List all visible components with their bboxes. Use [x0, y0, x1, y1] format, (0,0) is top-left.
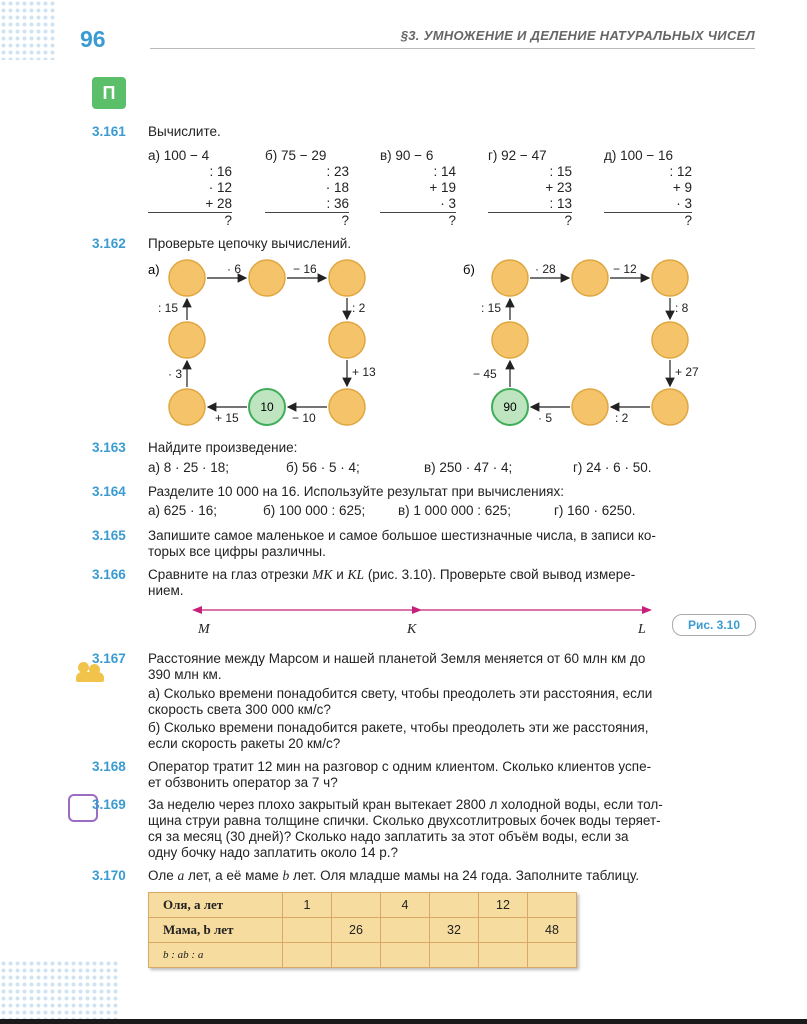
problem-text: а) Сколько времени понадобится свету, чтобы преодолеть эти расстояния, если: [148, 686, 653, 701]
bottom-edge: [0, 1019, 807, 1024]
problem-number: 3.164: [92, 484, 126, 499]
table-row: [149, 943, 577, 968]
problem-text: нием.: [148, 583, 184, 598]
row-header: Мама, b лет: [149, 918, 283, 943]
page-header: §3. УМНОЖЕНИЕ И ДЕЛЕНИЕ НАТУРАЛЬНЫХ ЧИСЕЛ: [400, 28, 755, 43]
problem-item: в) 250 · 47 · 4;: [424, 460, 513, 475]
table-cell: [528, 943, 577, 968]
table-cell: 48: [528, 918, 577, 943]
problem-text: Найдите произведение:: [148, 440, 298, 455]
problem-number: 3.162: [92, 236, 126, 251]
problem-text: б) Сколько времени понадобится ракете, чтобы преодолеть эти же расстояния,: [148, 720, 649, 735]
header-rule: [150, 48, 755, 49]
calc-result: ?: [341, 213, 349, 228]
problem-text: ет обзвонить оператор за 7 ч?: [148, 775, 338, 790]
chain-op: · 28: [535, 262, 556, 276]
table-row: [149, 893, 577, 918]
calc-column: [265, 148, 349, 229]
chain-op: · 5: [538, 411, 553, 425]
segment-figure: [190, 602, 660, 618]
point-label: M: [198, 622, 210, 637]
table-cell: [381, 943, 430, 968]
chain-op: − 12: [613, 262, 637, 276]
chain-node: [329, 389, 365, 425]
problem-text: За неделю через плохо закрытый кран вытекает 2800 л холодной воды, если тол-: [148, 797, 663, 812]
chain-start-value: 10: [260, 400, 274, 414]
problem-text: Расстояние между Марсом и нашей планетой Земля меняется от 60 млн км до: [148, 651, 646, 666]
row-header: b : ab : a: [149, 943, 283, 968]
topic-badge: [92, 77, 126, 109]
table-cell: [528, 893, 577, 918]
chain-start-value: 90: [503, 400, 517, 414]
text-run: лет. Оля младше мамы на 24 года. Заполните таблицу.: [289, 868, 640, 883]
problem-number: 3.168: [92, 759, 126, 774]
chain-node: [652, 260, 688, 296]
calc-op: : 13: [488, 196, 572, 213]
calc-label: д) 100 − 16: [604, 148, 674, 163]
text-run: Оле: [148, 868, 178, 883]
computation-chain-figure: [140, 252, 760, 434]
table-cell: [479, 943, 528, 968]
chain-op: − 10: [292, 411, 316, 425]
problem-item: б) 100 000 : 625;: [263, 503, 366, 518]
problem-text: Проверьте цепочку вычислений.: [148, 236, 352, 251]
problem-text: [148, 868, 639, 884]
problem-item: б) 56 · 5 · 4;: [286, 460, 360, 475]
text-run: и: [332, 567, 348, 582]
problem-text: если скорость ракеты 20 км/с?: [148, 736, 341, 751]
table-cell: 12: [479, 893, 528, 918]
table-cell: 32: [430, 918, 479, 943]
calc-column: [604, 148, 692, 229]
chain-op: : 8: [675, 301, 689, 315]
figure-caption: Рис. 3.10: [672, 614, 756, 636]
chain-label: б): [463, 262, 475, 277]
chain-node: [169, 260, 205, 296]
age-table: [148, 892, 577, 968]
chain-node: [249, 260, 285, 296]
calc-op: · 3: [380, 196, 456, 213]
problem-number: 3.165: [92, 528, 126, 543]
chain-node: [652, 389, 688, 425]
chain-op: + 15: [215, 411, 239, 425]
text-run: (рис. 3.10). Проверьте свой вывод измере-: [364, 567, 636, 582]
segment-name: MK: [312, 567, 333, 582]
problem-number: 3.169: [92, 797, 126, 812]
problem-text: торых все цифры различны.: [148, 544, 326, 559]
chain-op: : 15: [158, 301, 179, 315]
chain-label: а): [148, 262, 160, 277]
table-cell: 1: [283, 893, 332, 918]
calc-op: + 23: [545, 180, 572, 195]
corner-dots: [0, 0, 55, 60]
problem-text: скорость света 300 000 км/с?: [148, 702, 331, 717]
chain-node: [169, 389, 205, 425]
chain-node: [169, 322, 205, 358]
problem-text: одну бочку надо заплатить около 14 р.?: [148, 845, 399, 860]
calc-op: : 36: [265, 196, 349, 213]
table-cell: [283, 943, 332, 968]
calc-op: : 15: [549, 164, 572, 179]
chain-node: [492, 260, 528, 296]
page-number: 96: [80, 26, 106, 52]
table-cell: [479, 918, 528, 943]
table-cell: [430, 943, 479, 968]
problem-text: 390 млн км.: [148, 667, 222, 682]
chain-op: : 2: [615, 411, 629, 425]
chain-op: : 15: [481, 301, 502, 315]
point-label: K: [407, 622, 417, 637]
chain-node: [329, 260, 365, 296]
chain-node: [572, 389, 608, 425]
calc-label: б) 75 − 29: [265, 148, 327, 163]
chain-op: + 27: [675, 365, 699, 379]
problem-number: 3.163: [92, 440, 126, 455]
calc-op: : 16: [209, 164, 232, 179]
chain-op: − 16: [293, 262, 317, 276]
calc-result: ?: [684, 213, 692, 228]
calc-op: + 9: [672, 180, 692, 195]
calc-label: г) 92 − 47: [488, 148, 547, 163]
chain-op: · 6: [227, 262, 242, 276]
problem-item: г) 24 · 6 · 50.: [573, 460, 652, 475]
chain-node: [492, 322, 528, 358]
problem-item: г) 160 · 6250.: [554, 503, 636, 518]
calc-result: ?: [564, 213, 572, 228]
calc-column: [380, 148, 456, 229]
problem-text: Запишите самое маленькое и самое большое шестизначные числа, в записи ко-: [148, 528, 656, 543]
chain-op: · 3: [168, 367, 183, 381]
chain-op: − 45: [473, 367, 497, 381]
calc-op: · 12: [208, 180, 232, 195]
topic-badge-letter: П: [102, 83, 116, 103]
segment-name: KL: [347, 567, 365, 582]
calc-result: ?: [224, 213, 232, 228]
calc-op: · 3: [604, 196, 692, 213]
variable: a: [177, 868, 185, 883]
problem-item: а) 8 · 25 · 18;: [148, 460, 230, 475]
calc-result: ?: [448, 213, 456, 228]
calc-op: : 14: [433, 164, 456, 179]
calc-op: + 19: [429, 180, 456, 195]
problem-text: Вычислите.: [148, 124, 221, 139]
calc-label: в) 90 − 6: [380, 148, 434, 163]
table-cell: [332, 943, 381, 968]
text-run: Сравните на глаз отрезки: [148, 567, 313, 582]
calc-label: а) 100 − 4: [148, 148, 210, 163]
problem-number: 3.170: [92, 868, 126, 883]
table-cell: [332, 893, 381, 918]
chain-op: + 13: [352, 365, 376, 379]
chain-op: : 2: [352, 301, 366, 315]
problem-text: щина струи равна толщине спички. Сколько двухсотлитровых бочек воды теряет-: [148, 813, 661, 828]
corner-dots: [0, 960, 120, 1020]
variable: b: [282, 868, 290, 883]
table-row: [149, 918, 577, 943]
table-cell: [283, 918, 332, 943]
table-cell: 26: [332, 918, 381, 943]
text-run: лет, а её маме: [184, 868, 283, 883]
problem-item: в) 1 000 000 : 625;: [398, 503, 512, 518]
calc-op: · 18: [325, 180, 349, 195]
problem-number: 3.166: [92, 567, 126, 582]
point-label: L: [638, 622, 646, 637]
table-cell: [430, 893, 479, 918]
problem-text: [148, 567, 635, 583]
problem-item: а) 625 · 16;: [148, 503, 218, 518]
chain-node: [329, 322, 365, 358]
table-cell: [381, 918, 430, 943]
calc-column: [488, 148, 572, 229]
problem-number: 3.161: [92, 124, 126, 139]
problem-text: Оператор тратит 12 мин на разговор с одним клиентом. Сколько клиентов успе-: [148, 759, 652, 774]
problem-number: 3.167: [92, 651, 126, 666]
problem-text: ся за месяц (30 дней)? Сколько надо заплатить за этот объём воды, если за: [148, 829, 629, 844]
calc-op: : 12: [669, 164, 692, 179]
calc-op: + 28: [148, 196, 232, 213]
row-header: Оля, a лет: [149, 893, 283, 918]
calc-op: : 23: [326, 164, 349, 179]
problem-text: Разделите 10 000 на 16. Используйте результат при вычислениях:: [148, 484, 564, 499]
chain-node: [652, 322, 688, 358]
calc-column: [148, 148, 232, 229]
chain-node: [572, 260, 608, 296]
table-cell: 4: [381, 893, 430, 918]
